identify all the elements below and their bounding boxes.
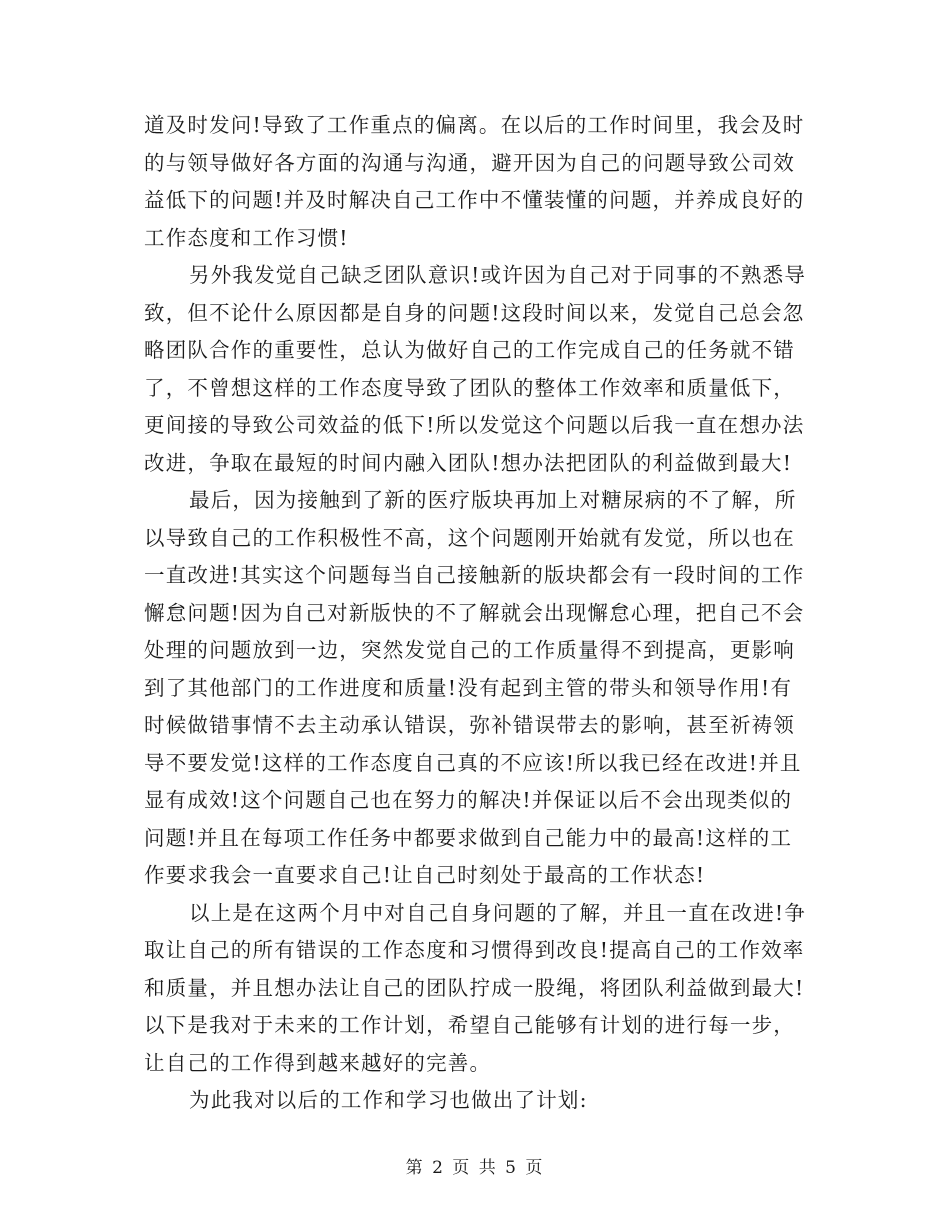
paragraph-first-line: 以上是在这两个月中对自己自身问题的了解，并且一直在改进!争 xyxy=(189,900,807,925)
text-line: 取让自己的所有错误的工作态度和习惯得到改良!提高自己的工作效率 xyxy=(144,938,805,962)
text-line: 导不要发觉!这样的工作态度自己真的不应该!所以我已经在改进!并且 xyxy=(144,750,802,775)
text-line: 以导致自己的工作积极性不高，这个问题刚开始就有发觉，所以也在 xyxy=(144,525,795,550)
text-line: 改进，争取在最短的时间内融入团队!想办法把团队的利益做到最大! xyxy=(144,450,793,475)
text-line: 显有成效!这个问题自己也在努力的解决!并保证以后不会出现类似的 xyxy=(144,788,793,812)
text-line: 懈怠问题!因为自己对新版快的不了解就会出现懈怠心理，把自己不会 xyxy=(144,600,805,625)
text-line: 以下是我对于未来的工作计划，希望自己能够有计划的进行每一步， xyxy=(144,1013,795,1037)
text-line: 工作态度和工作习惯! xyxy=(144,225,349,250)
text-line: 时候做错事情不去主动承认错误，弥补错误带去的影响，甚至祈祷领 xyxy=(144,713,795,737)
text-line: 作要求我会一直要求自己!让自己时刻处于最高的工作状态! xyxy=(144,863,706,887)
paragraph-first-line: 另外我发觉自己缺乏团队意识!或许因为自己对于同事的不熟悉导 xyxy=(189,263,807,287)
text-line: 到了其他部门的工作进度和质量!没有起到主管的带头和领导作用!有 xyxy=(144,675,793,700)
text-line: 一直改进!其实这个问题每当自己接触新的版块都会有一段时间的工作 xyxy=(144,563,805,587)
paragraph-first-line: 为此我对以后的工作和学习也做出了计划: xyxy=(189,1088,588,1112)
text-line: 问题!并且在每项工作任务中都要求做到自己能力中的最高!这样的工 xyxy=(144,825,793,850)
text-line: 让自己的工作得到越来越好的完善。 xyxy=(144,1050,492,1075)
text-line: 道及时发问!导致了工作重点的偏离。在以后的工作时间里，我会及时 xyxy=(144,113,805,137)
text-line: 略团队合作的重要性，总认为做好自己的工作完成自己的任务就不错 xyxy=(144,338,795,362)
text-line: 的与领导做好各方面的沟通与沟通，避开因为自己的问题导致公司效 xyxy=(144,150,795,175)
page-footer: 第 2 页 共 5 页 xyxy=(405,1158,545,1178)
text-line: 更间接的导致公司效益的低下!所以发觉这个问题以后我一直在想办法 xyxy=(144,413,805,437)
text-line: 和质量，并且想办法让自己的团队拧成一股绳，将团队利益做到最大! xyxy=(144,975,805,1000)
text-line: 处理的问题放到一边，突然发觉自己的工作质量得不到提高，更影响 xyxy=(144,638,795,662)
body-text xyxy=(144,107,814,1120)
text-line: 致，但不论什么原因都是自身的问题!这段时间以来，发觉自己总会忽 xyxy=(144,300,805,325)
paragraph-first-line: 最后，因为接触到了新的医疗版块再加上对糖尿病的不了解，所 xyxy=(189,488,797,512)
text-line: 了，不曾想这样的工作态度导致了团队的整体工作效率和质量低下， xyxy=(144,375,795,400)
text-line: 益低下的问题!并及时解决自己工作中不懂装懂的问题，并养成良好的 xyxy=(144,188,805,212)
